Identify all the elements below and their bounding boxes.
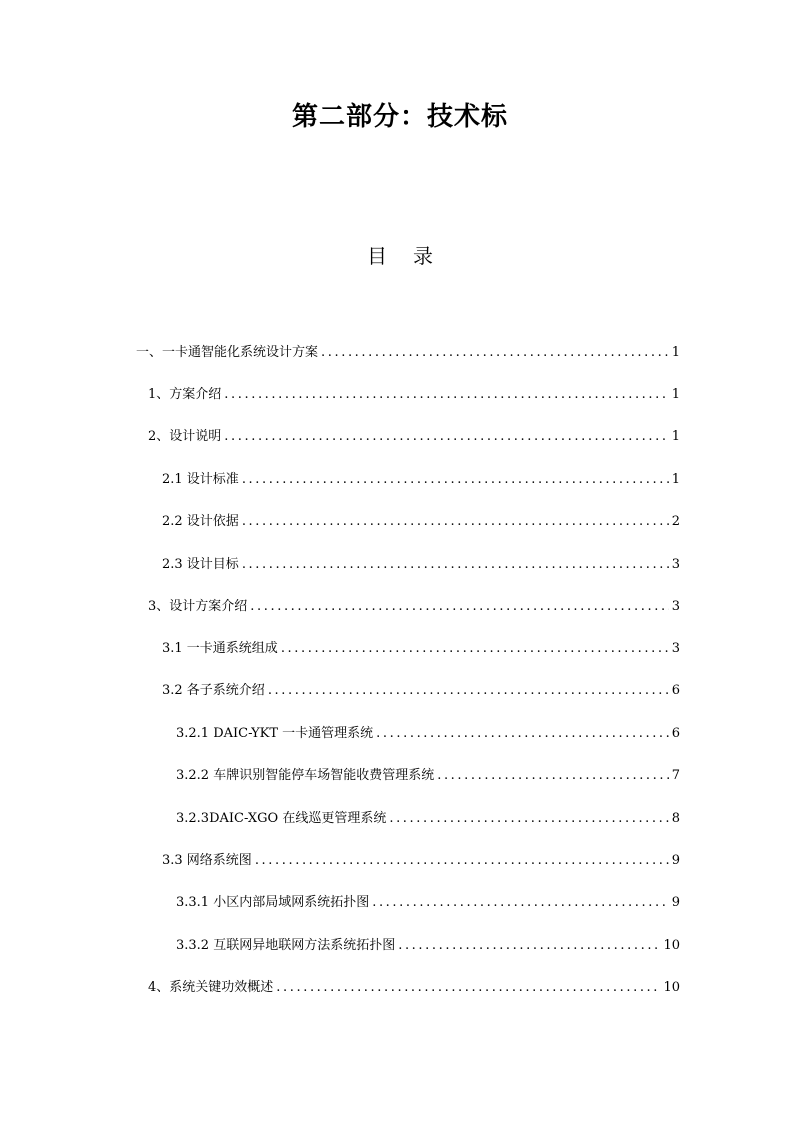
- toc-leader-dots: [281, 641, 669, 656]
- toc-leader-dots: [268, 683, 669, 698]
- toc-leader-dots: [389, 811, 668, 826]
- toc-entry-text: 3.1 一卡通系统组成: [162, 641, 278, 656]
- toc-entry-page: 10: [663, 980, 680, 995]
- toc-entry[interactable]: [176, 891, 680, 911]
- toc-leader-dots: [224, 387, 668, 402]
- toc-entry-page: 3: [671, 641, 680, 656]
- toc-entry-text: 3.2.1 DAIC-YKT 一卡通管理系统: [176, 726, 374, 741]
- toc-entry-text: 3.3 网络系统图: [162, 853, 252, 868]
- toc-entry-page: 1: [671, 472, 680, 487]
- toc-leader-dots: [372, 895, 669, 910]
- toc-entry[interactable]: [162, 553, 680, 573]
- toc-leader-dots: [398, 938, 660, 953]
- toc-entry[interactable]: [148, 595, 680, 615]
- toc-heading-char-2: 录: [413, 244, 433, 268]
- toc-entry-text: 2.2 设计依据: [162, 514, 239, 529]
- toc-entry-text: 4、系统关键功效概述: [148, 980, 274, 995]
- toc-entry[interactable]: [162, 849, 680, 869]
- toc-entry-page: 8: [671, 811, 680, 826]
- toc-entry-text: 2.3 设计目标: [162, 557, 239, 572]
- toc-entry-page: 7: [671, 768, 680, 783]
- toc-leader-dots: [321, 345, 669, 360]
- toc-entry-text: 3.3.2 互联网异地联网方法系统拓扑图: [176, 938, 396, 953]
- toc-entry-page: 3: [671, 599, 680, 614]
- toc-leader-dots: [250, 599, 668, 614]
- toc-entry[interactable]: [162, 510, 680, 530]
- toc-entry-page: 6: [671, 683, 680, 698]
- toc-entry-page: 10: [663, 938, 680, 953]
- toc-leader-dots: [242, 557, 669, 572]
- toc-entry-page: 6: [671, 726, 680, 741]
- toc-leader-dots: [224, 429, 668, 444]
- toc-entry[interactable]: [176, 722, 680, 742]
- toc-entry-text: 2、设计说明: [148, 429, 222, 444]
- toc-entry-text: 一、一卡通智能化系统设计方案: [136, 345, 319, 360]
- toc-entry[interactable]: [148, 425, 680, 445]
- toc-leader-dots: [242, 514, 669, 529]
- toc-entry-page: 1: [671, 429, 680, 444]
- toc-entry-text: 3、设计方案介绍: [148, 599, 248, 614]
- toc-heading: [0, 240, 800, 269]
- page-title: 第二部分：技术标: [291, 102, 508, 132]
- toc-entry[interactable]: [162, 637, 680, 657]
- toc-entry-text: 3.2.3DAIC-XGO 在线巡更管理系统: [176, 811, 387, 826]
- toc-leader-dots: [276, 980, 660, 995]
- toc-leader-dots: [242, 472, 669, 487]
- toc-entry[interactable]: [162, 679, 680, 699]
- toc-entry-page: 2: [671, 514, 680, 529]
- toc-entry[interactable]: [176, 807, 680, 827]
- toc-entry-text: 2.1 设计标准: [162, 472, 239, 487]
- toc-entry[interactable]: [148, 976, 680, 996]
- toc-entry-page: 9: [671, 853, 680, 868]
- toc-leader-dots: [376, 726, 669, 741]
- toc-heading-char-1: 目: [367, 244, 387, 268]
- toc-entry[interactable]: [148, 383, 680, 403]
- toc-entry-page: 1: [671, 345, 680, 360]
- toc-entry-page: 1: [671, 387, 680, 402]
- toc-entry[interactable]: [136, 341, 680, 361]
- toc-entry-text: 1、方案介绍: [148, 387, 222, 402]
- toc-entry[interactable]: [176, 934, 680, 954]
- toc-entry-text: 3.3.1 小区内部局域网系统拓扑图: [176, 895, 370, 910]
- toc-entry-text: 3.2.2 车牌识别智能停车场智能收费管理系统: [176, 768, 435, 783]
- toc-entry-page: 9: [671, 895, 680, 910]
- toc-leader-dots: [437, 768, 669, 783]
- toc-leader-dots: [255, 853, 669, 868]
- toc-entry-text: 3.2 各子系统介绍: [162, 683, 265, 698]
- toc-entry[interactable]: [162, 468, 680, 488]
- toc-entry-page: 3: [671, 557, 680, 572]
- toc-entry[interactable]: [176, 764, 680, 784]
